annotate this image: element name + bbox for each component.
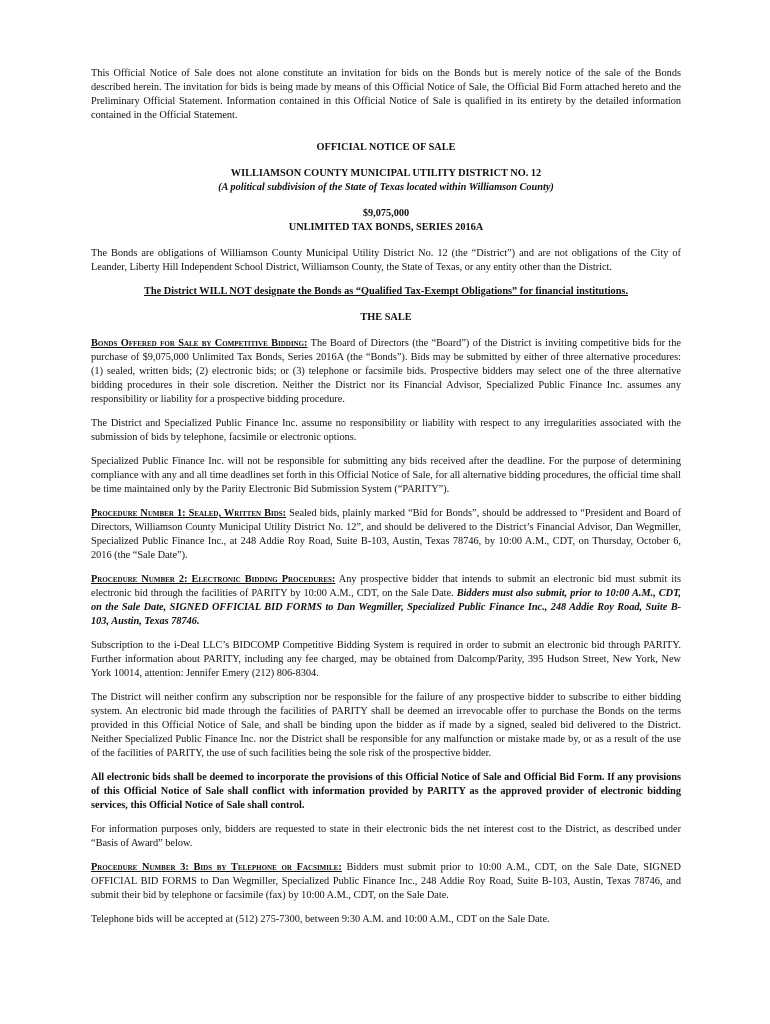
bond-series: UNLIMITED TAX BONDS, SERIES 2016A [288, 222, 484, 233]
procedure-2-paragraph [91, 573, 681, 629]
procedure-1-text: Sealed bids, plainly marked “Bid for Bonds”, should be addressed to “President and Board of Directors, Williamson County Municipal Utility District No. 12”, and should be delivered to the District’s Financial Advisor, Dan Wegmiller, Specialized Public Finance Inc., at 248 Addie Roy Road, Suite B-103, Austin, Texas 78746, by 10:00 A.M., CDT, on Thursday, October 6, 2016 (the “Sale Date”). [91, 508, 681, 561]
the-sale-heading: THE SALE [360, 312, 412, 323]
obligations-paragraph: The Bonds are obligations of Williamson County Municipal Utility District No. 12 (the “District”) and are not obligations of the City of Leander, Liberty Hill Independent School District, Williamson County, the State of Texas, or any entity other than the District. [91, 248, 681, 273]
procedure-2-emphasis: Bidders must also submit, prior to 10:00 A.M., CDT, on the Sale Date, SIGNED OFFICIAL BID FORMS to Dan Wegmiller, Specialized Public Finance Inc., 248 Addie Roy Road, Suite B-103, Austin, Texas 78746. [91, 588, 682, 627]
procedure-3-text: Bidders must submit prior to 10:00 A.M., CDT, on the Sale Date, SIGNED OFFICIAL BID FORMS to Dan Wegmiller, Specialized Public Finance Inc., 248 Addie Roy Road, Suite B-103, Austin, Texas 78746, and submit their bid by telephone or facsimile (fax) by 10:00 A.M., CDT, on the Sale Date. [91, 862, 681, 901]
bonds-offered-text: The Board of Directors (the “Board”) of the District is inviting competitive bids for the purchase of $9,075,000 Unlimited Tax Bonds, Series 2016A (the “Bonds”). Bids may be submitted by either of three alternative procedures: (1) sealed, written bids; (2) electronic bids; or (3) telephone or facsimile bids. Prospective bidders may select one of the three alternative bidding procedures in their sole discretion. Neither the District nor its Financial Advisor, Specialized Public Finance Inc. assumes any responsibility or liability for a prospective bidding procedure. [91, 338, 681, 405]
info-paragraph: For information purposes only, bidders are requested to state in their electronic bids the net interest cost to the District, as described under “Basis of Award” below. [91, 824, 681, 849]
bonds-offered-paragraph [91, 337, 681, 407]
procedure-3-paragraph [91, 861, 681, 903]
telephone-paragraph: Telephone bids will be accepted at (512) 275-7300, between 9:30 A.M. and 10:00 A.M., CDT on the Sale Date. [91, 914, 550, 925]
procedure-2-text: Any prospective bidder that intends to submit an electronic bid must submit its electronic bid through the facilities of PARITY by 10:00 A.M., CDT, on the Sale Date. [91, 574, 681, 599]
procedure-3-label: Procedure Number 3: Bids by Telephone or Facsimile: [91, 862, 342, 873]
bond-amount: $9,075,000 [362, 208, 410, 219]
notice-heading: OFFICIAL NOTICE OF SALE [316, 142, 456, 153]
qualified-notice: The District WILL NOT designate the Bonds as “Qualified Tax-Exempt Obligations” for financial institutions. [143, 286, 629, 297]
district-subtitle: (A political subdivision of the State of Texas located within Williamson County) [218, 182, 554, 193]
confirm-paragraph: The District will neither confirm any subscription nor be responsible for the failure of any prospective bidder to subscribe to either bidding system. An electronic bid made through the facilities of PARITY shall be deemed an irrevocable offer to purchase the Bonds on the terms provided in this Official Notice of Sale, and shall be binding upon the bidder as if made by a signed, sealed bid delivered to the District. Neither Specialized Public Finance Inc. nor the District shall be responsible for any malfunction or mistake made by, or as a result of the use of the facilities of PARITY, the use of such facilities being the sole risk of the prospective bidder. [91, 692, 681, 759]
procedure-1-paragraph [91, 507, 681, 563]
district-name: WILLIAMSON COUNTY MUNICIPAL UTILITY DISTRICT NO. 12 [230, 168, 542, 179]
intro-paragraph: This Official Notice of Sale does not alone constitute an invitation for bids on the Bonds but is merely notice of the sale of the Bonds described herein. The invitation for bids is being made by means of this Official Notice of Sale, the Official Bid Form attached hereto and the Preliminary Official Statement. Information contained in this Official Notice of Sale is qualified in its entirety by the detailed information contained in the Official Statement. [91, 68, 681, 121]
procedure-1-label: Procedure Number 1: Sealed, Written Bids: [91, 508, 287, 519]
responsibility-paragraph: The District and Specialized Public Finance Inc. assume no responsibility or liability with respect to any irregularities associated with the submission of bids by telephone, facsimile or electronic options. [91, 418, 681, 443]
bonds-offered-label: Bonds Offered for Sale by Competitive Bidding: [91, 338, 308, 349]
subscription-paragraph: Subscription to the i-Deal LLC’s BIDCOMP Competitive Bidding System is required in order to submit an electronic bid through PARITY. Further information about PARITY, including any fee charged, may be obtained from Dalcomp/Parity, 395 Hudson Street, New York, New York 10014, attention: Jennifer Emery (212) 806-8304. [91, 640, 681, 679]
all-electronic-paragraph: All electronic bids shall be deemed to incorporate the provisions of this Official Notice of Sale and Official Bid Form. If any provisions of this Official Notice of Sale shall conflict with information provided by PARITY as the approved provider of electronic bidding services, this Official Notice of Sale shall control. [91, 772, 681, 811]
document-body [91, 67, 681, 937]
deadline-paragraph: Specialized Public Finance Inc. will not be responsible for submitting any bids received after the deadline. For the purpose of determining compliance with any and all time deadlines set forth in this Official Notice of Sale, for all alternative bidding procedures, the official time shall be time maintained only by the Parity Electronic Bid Submission System (“PARITY”). [91, 456, 681, 495]
procedure-2-label: Procedure Number 2: Electronic Bidding Procedures: [91, 574, 336, 585]
